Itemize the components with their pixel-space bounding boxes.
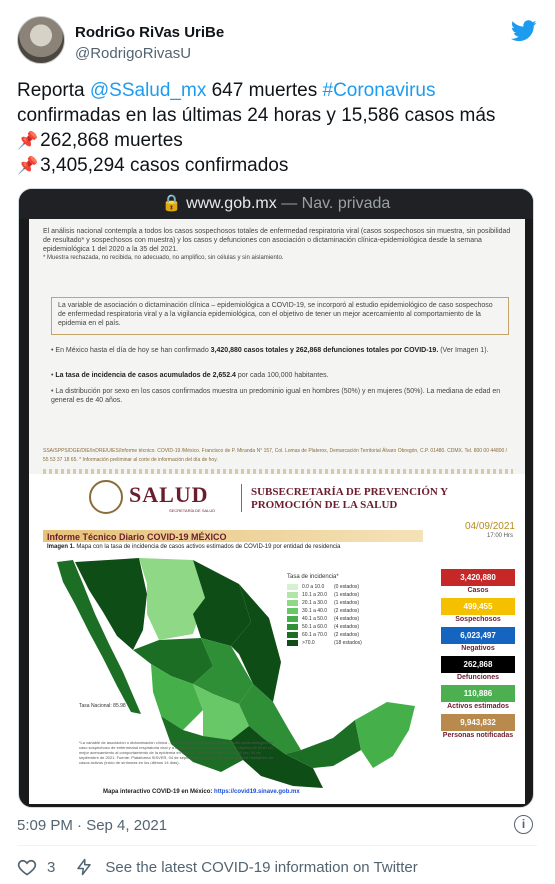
bullet-text: (Ver Imagen 1). xyxy=(438,347,489,354)
legend-swatch xyxy=(287,640,298,646)
tweet-timestamp[interactable]: 5:09 PM · Sep 4, 2021 xyxy=(17,817,168,834)
legend-count: (0 estados) xyxy=(334,584,360,590)
browser-separator: — xyxy=(276,195,302,212)
stat-label: Negativos xyxy=(461,645,495,652)
legend-swatch xyxy=(287,608,298,614)
lock-icon: 🔒 xyxy=(161,195,182,212)
avatar[interactable] xyxy=(17,16,65,64)
legend-range: 0.0 a 10.0 xyxy=(302,584,325,590)
stat-defunciones xyxy=(441,656,515,682)
bullet-bold-text: La tasa de incidencia de casos acumulados de 2,652.4 xyxy=(55,372,236,379)
info-icon[interactable]: i xyxy=(514,815,533,834)
like-count: 3 xyxy=(47,858,56,876)
subsecretaria-line: SUBSECRETARÍA DE PREVENCIÓN Y xyxy=(251,486,449,498)
tweet-text-fragment: 647 muertes xyxy=(206,80,323,101)
legend-item xyxy=(287,639,362,647)
mention-link[interactable]: @SSalud_mx xyxy=(89,80,207,101)
map-chihuahua xyxy=(139,558,205,640)
twitter-bird-icon[interactable] xyxy=(511,20,537,42)
bullet-text: por cada 100,000 habitantes. xyxy=(235,372,329,379)
tweet-text-fragment: Reporta xyxy=(17,80,90,101)
stat-label: Sospechosos xyxy=(455,616,501,623)
legend-range: 40.1 a 50.0 xyxy=(302,616,328,622)
stat-label: Defunciones xyxy=(456,674,499,681)
covid-info-link[interactable]: See the latest COVID-19 information on Twitter xyxy=(105,858,418,876)
stat-label: Casos xyxy=(467,587,489,594)
tasa-nacional: Tasa Nacional: 85.98 xyxy=(79,703,126,709)
stat-value: 262,868 xyxy=(441,656,515,673)
bullet-text: La distribución por sexo en los casos confirmados muestra un predominio igual en hombres (50%) y en mujeres (50%). La mediana de edad en general es de 40 años. xyxy=(51,388,501,404)
tweet-text-fragment: 3,405,294 casos confirmados xyxy=(40,155,289,176)
stat-value: 110,886 xyxy=(441,685,515,702)
legend-count: (2 estados) xyxy=(334,608,360,614)
legend-item xyxy=(287,599,362,607)
report-footer: SSA/SPPS/DGE/DIE/InDRE/UIES/Informe técnico. COVID-19 /México. Francisco de P. Miranda N° 157, Col. Lomas de Plateros, Demarcación Territorial Álvaro Obregón, C.P. 01480. CDMX. Tel. 800 00 44800 / 55 53 37 18 65. * Información preliminar al corte de información del día de hoy. xyxy=(43,448,508,463)
subsecretaria-line: PROMOCIÓN DE LA SALUD xyxy=(251,499,398,511)
stat-label: Activos estimados xyxy=(447,703,509,710)
legend-range: 20.1 a 30.0 xyxy=(302,600,328,606)
report-intro xyxy=(43,227,513,263)
legend-count: (4 estados) xyxy=(334,616,360,622)
legend-item xyxy=(287,591,362,599)
mexico-seal-icon xyxy=(89,480,123,514)
report-time: 17:00 Hrs xyxy=(486,533,513,539)
report-intro-note: * Muestra rechazada, no recibida, no adecuado, no amplifico, sin células y sin aislamiento. xyxy=(43,255,284,261)
pushpin-icon: 📌 xyxy=(17,156,39,175)
legend-swatch xyxy=(287,592,298,598)
legend-swatch xyxy=(287,584,298,590)
image-caption-label: Imagen 1. xyxy=(47,544,75,550)
legend-swatch xyxy=(287,616,298,622)
stat-casos xyxy=(441,569,515,595)
stat-sospechosos xyxy=(441,598,515,624)
report-date: 04/09/2021 xyxy=(464,521,515,532)
legend-item xyxy=(287,583,362,591)
heart-icon[interactable] xyxy=(17,857,37,877)
bullet-text: En México hasta el día de hoy se han confirmado xyxy=(55,347,211,354)
subsecretaria-title xyxy=(251,486,448,512)
report-bullet-1: • En México hasta el día de hoy se han confirmado 3,420,880 casos totales y 262,868 defunciones totales por COVID-19. (Ver Imagen 1). xyxy=(51,347,489,354)
stats-panel xyxy=(441,569,515,743)
browser-mode: Nav. privada xyxy=(301,195,391,212)
stat-notificadas xyxy=(441,714,515,740)
legend-count: (18 estados) xyxy=(334,640,362,646)
map-legend xyxy=(287,574,362,647)
header-divider xyxy=(241,484,242,512)
tweet-actions xyxy=(17,856,418,878)
legend-item xyxy=(287,615,362,623)
stat-activos xyxy=(441,685,515,711)
tweet-header xyxy=(17,14,537,70)
report-title: Informe Técnico Diario COVID-19 MÉXICO xyxy=(47,532,227,542)
legend-range: 50.1 a 60.0 xyxy=(302,624,328,630)
legend-item xyxy=(287,631,362,639)
tweet-line-4 xyxy=(17,153,537,178)
map-notes: *La variable de asociación o dictaminación clínica - epidemiológica, se incorporó al estudio epidemiológico de caso sospechoso de enfermedad respiratoria viral y a la vigilancia epidemiológica, con el objetivo de tener un mejor acercamiento al comportamiento de la epidemia en el país. Corte con corte a la 18:00 hrs, 04 de septiembre de 2021. Fuente: Plataforma SISVER, 04 de septiembre de 2021. *Tasa por 100 mil habitantes de casos activos (inicio de síntomas en los últimos 14 días). xyxy=(79,740,274,765)
report-bullet-3: • La distribución por sexo en los casos confirmados muestra un predominio igual en hombres (50%) y en mujeres (50%). La mediana de edad en general es de 40 años. xyxy=(51,388,501,404)
tweet-line-1 xyxy=(17,78,537,103)
salud-logo: SALUD xyxy=(129,482,209,507)
bullet-bold-text: 3,420,880 casos totales y 262,868 defunciones totales por COVID-19. xyxy=(210,347,439,354)
legend-range: >70.0 xyxy=(302,640,315,646)
browser-url-bar xyxy=(19,189,533,219)
legend-swatch xyxy=(287,624,298,630)
tweet-text-fragment: 262,868 muertes xyxy=(40,130,183,151)
legend-count: (4 estados) xyxy=(334,624,360,630)
stat-negativos xyxy=(441,627,515,653)
interactive-map-url: https://covid19.sinave.gob.mx xyxy=(214,789,300,795)
stat-value: 499,455 xyxy=(441,598,515,615)
browser-domain: www.gob.mx xyxy=(186,195,277,212)
legend-item xyxy=(287,607,362,615)
report-note-text: La variable de asociación o dictaminación clínica – epidemiológica a COVID-19, se incorporó al estudio epidemiológico de caso sospechoso de enfermedad respiratoria viral y a la vigilancia epidemiológica, con el objetivo de tener un mejor acercamiento al comportamiento de la epidemia en el país. xyxy=(58,302,493,327)
tweet-text xyxy=(17,78,537,178)
report-intro-paragraph: El análisis nacional contempla a todos los casos sospechosos totales de enfermedad respiratoria viral (casos sospechosos sin muestra, sin posibilidad de resultado* y sospechosos con muestra) y los casos y defunciones con asociación o dictaminación clínica-epidemiológica desde la semana epidemiológica 1 del 2020 a la 35 del 2021. xyxy=(43,228,511,253)
legend-range: 30.1 a 40.0 xyxy=(302,608,328,614)
image-caption-text: Mapa con la tasa de incidencia de casos activos estimados de COVID-19 por entidad de residencia xyxy=(74,544,341,550)
tweet-line-2: confirmadas en las últimas 24 horas y 15,586 casos más xyxy=(17,105,496,126)
pushpin-icon: 📌 xyxy=(17,131,39,150)
hashtag-link[interactable]: #Coronavirus xyxy=(322,80,436,101)
map-yucatan-qroo xyxy=(355,702,415,768)
interactive-map-link xyxy=(103,789,300,795)
legend-swatch xyxy=(287,600,298,606)
legend-range: 10.1 a 20.0 xyxy=(302,592,328,598)
legend-range: 60.1 a 70.0 xyxy=(302,632,328,638)
legend-count: (1 estados) xyxy=(334,592,360,598)
author-name[interactable]: RodriGo RiVas UriBe xyxy=(75,24,225,41)
report-note-box xyxy=(51,297,509,335)
report-bullet-2: • La tasa de incidencia de casos acumulados de 2,652.4 por cada 100,000 habitantes. xyxy=(51,372,329,379)
legend-title: Tasa de incidencia* xyxy=(287,574,339,580)
tweet-media-image[interactable] xyxy=(18,188,534,808)
tweet-line-3 xyxy=(17,128,537,153)
legend-item xyxy=(287,623,362,631)
interactive-map-label: Mapa interactivo COVID-19 en México: xyxy=(103,789,215,795)
image-caption xyxy=(47,544,341,550)
author-handle[interactable]: @RodrigoRivasU xyxy=(75,45,192,62)
stat-value: 6,023,497 xyxy=(441,627,515,644)
lightning-bolt-icon[interactable] xyxy=(75,857,93,877)
divider xyxy=(17,845,537,846)
legend-count: (1 estados) xyxy=(334,600,360,606)
stat-value: 9,943,832 xyxy=(441,714,515,731)
stat-label: Personas notificadas xyxy=(442,732,514,739)
infographic-page xyxy=(29,474,525,804)
stat-value: 3,420,880 xyxy=(441,569,515,586)
legend-count: (2 estados) xyxy=(334,632,360,638)
salud-logo-subtitle: SECRETARÍA DE SALUD xyxy=(169,508,216,513)
legend-swatch xyxy=(287,632,298,638)
